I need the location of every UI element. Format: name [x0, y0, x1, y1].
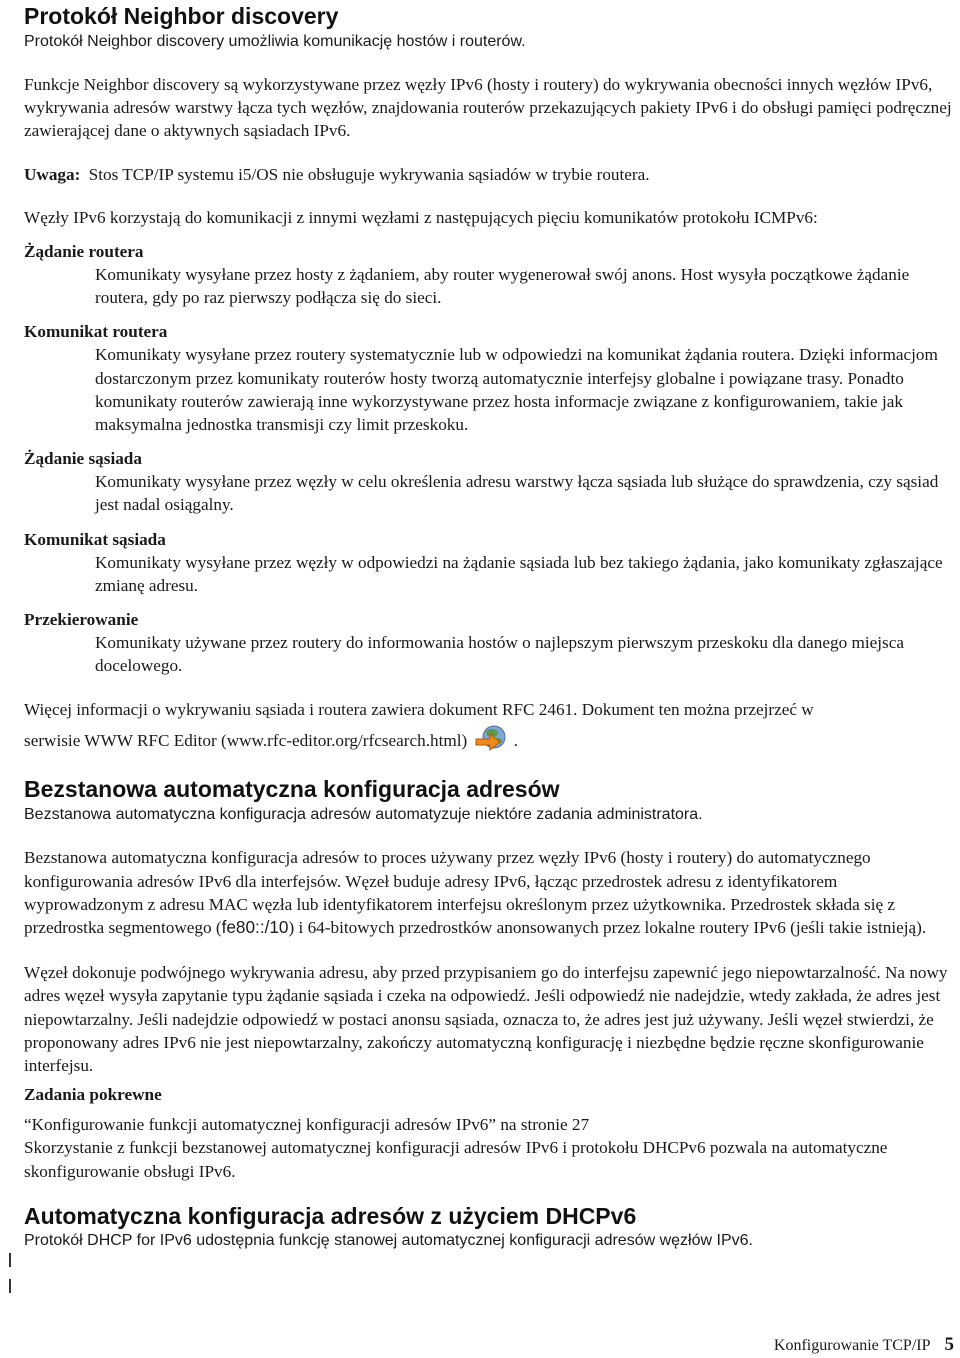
paragraph: Węzeł dokonuje podwójnego wykrywania adresu, aby przed przypisaniem go do interfejsu zapewnić jego niepowtarzalność. Na nowy adres węzeł wysyła zapytanie typu żądanie sąsiada i czeka na odpowiedź. Jeśli odpowiedź nie nadejdzie, wtedy zakłada, że adres jest niepowtarzalny. Jeśli nadejdzie odpowiedź w postaci anonsu sąsiada, oznacza to, że adres jest już używany. Jeśli węzeł stwierdzi, że proponowany adres IPv6 nie jest niepowtarzalny, zakończy automatyczną konfigurację i niezbędne będzie ręczne skonfigurowanie interfejsu. [24, 963, 948, 1076]
section-intro: Bezstanowa automatyczna konfiguracja adresów automatyzuje niektóre zadania administratora. [24, 806, 703, 824]
definition-list [24, 240, 954, 677]
definition-term: Żądanie sąsiada [24, 449, 142, 469]
change-bar [9, 1253, 11, 1267]
section-title-neighbor-discovery: Protokół Neighbor discovery [24, 3, 339, 29]
paragraph-text: Bezstanowa automatyczna konfiguracja adresów to proces używany przez węzły IPv6 (hosty i routery) do automatycznego konfigurowania adresów IPv6 dla interfejsów. Węzeł buduje adresy IPv6, łącząc przedrostek adresu z identyfikatorem wyprowadzonym z adresu MAC węzła lub identyfikatorem interfejsu określonym przez użytkownika. Przedrostek składa się z przedrostka segmentowego ( [24, 848, 896, 938]
related-task-link[interactable]: “Konfigurowanie funkcji automatycznej konfiguracji adresów IPv6” na stronie 27 [24, 1115, 590, 1135]
page-footer [774, 1334, 954, 1356]
page-number: 5 [944, 1334, 954, 1355]
code-prefix: fe80::/10 [221, 917, 289, 938]
section-intro: Protokół Neighbor discovery umożliwia komunikację hostów i routerów. [24, 33, 526, 50]
external-link-arrow-icon[interactable] [474, 723, 512, 755]
paragraph: Funkcje Neighbor discovery są wykorzystywane przez węzły IPv6 (hosty i routery) do wykrywania obecności innych węzłów IPv6, wykrywania adresów warstwy łącza tych węzłów, znajdowania routerów przekazujących pakiety IPv6 i do obsługi pamięci podręcznej zawierającej dane o aktywnych sąsiadach IPv6. [24, 75, 952, 141]
paragraph [24, 846, 954, 939]
note [24, 163, 954, 186]
definition-term: Komunikat sąsiada [24, 529, 166, 549]
definition-term: Żądanie routera [24, 242, 144, 262]
definition-term: Przekierowanie [24, 610, 139, 630]
change-bar [9, 1279, 11, 1293]
rfc-text-line1: Więcej informacji o wykrywaniu sąsiada i routera zawiera dokument RFC 2461. Dokument ten można przejrzeć w [24, 700, 814, 720]
related-tasks-heading: Zadania pokrewne [24, 1085, 162, 1105]
section-title-stateless-autoconfig: Bezstanowa automatyczna konfiguracja adresów [24, 776, 560, 803]
definition-item [24, 320, 954, 436]
period: . [513, 731, 518, 751]
definition-text: Komunikaty wysyłane przez routery systematycznie lub w odpowiedzi na komunikat żądania routera. Dzięki informacjom dostarczonym przez komunikaty routerów hosty tworzą automatycznie interfejsy globalne i powiązane trasy. Ponadto komunikaty routerów zawierają inne wykorzystywane przez hosta informacje związane z konfigurowaniem, takie jak maksymalna jednostka transmisji czy limit przeskoku. [95, 345, 938, 435]
section-intro: Protokół DHCP for IPv6 udostępnia funkcję stanowej automatycznej konfiguracji adresów węzłów IPv6. [24, 1231, 753, 1249]
note-label: Uwaga: [24, 164, 81, 184]
rfc-paragraph [24, 697, 954, 755]
paragraph: Węzły IPv6 korzystają do komunikacji z innymi węzłami z następujących pięciu komunikatów protokołu ICMPv6: [24, 207, 818, 227]
note-text: Stos TCP/IP systemu i5/OS nie obsługuje wykrywania sąsiadów w trybie routera. [88, 164, 650, 184]
definition-term: Komunikat routera [24, 322, 168, 342]
section-title-dhcpv6: Automatyczna konfiguracja adresów z użyciem DHCPv6 [24, 1202, 637, 1229]
definition-text: Komunikaty wysyłane przez węzły w celu określenia adresu warstwy łącza sąsiada lub służące do sprawdzenia, czy sąsiad jest nadal osiągalny. [95, 472, 939, 515]
definition-item [24, 447, 954, 516]
rfc-editor-link[interactable]: serwisie WWW RFC Editor (www.rfc-editor.org/rfcsearch.html) [24, 731, 468, 751]
definition-text: Komunikaty wysyłane przez węzły w odpowiedzi na żądanie sąsiada lub bez takiego żądania, jako komunikaty zgłaszające zmianę adresu. [95, 552, 943, 595]
definition-item [24, 608, 954, 677]
footer-label: Konfigurowanie TCP/IP [773, 1337, 931, 1354]
definition-text: Komunikaty używane przez routery do informowania hostów o najlepszym pierwszym przeskoku dla danego miejsca docelowego. [95, 633, 905, 676]
definition-text: Komunikaty wysyłane przez hosty z żądaniem, aby router wygenerował swój anons. Host wysyła początkowe żądanie routera, gdy po raz pierwszy podłącza się do sieci. [95, 265, 910, 308]
paragraph-text: ) i 64-bitowych przedrostków anonsowanych przez lokalne routery IPv6 (jeśli takie istnieją). [288, 918, 927, 938]
document-page [24, 0, 954, 1252]
related-task-text: Skorzystanie z funkcji bezstanowej automatycznej konfiguracji adresów IPv6 i protokołu DHCPv6 pozwala na automatyczne skonfigurowanie obsługi IPv6. [24, 1138, 888, 1181]
definition-item [24, 528, 954, 597]
definition-item [24, 240, 954, 309]
